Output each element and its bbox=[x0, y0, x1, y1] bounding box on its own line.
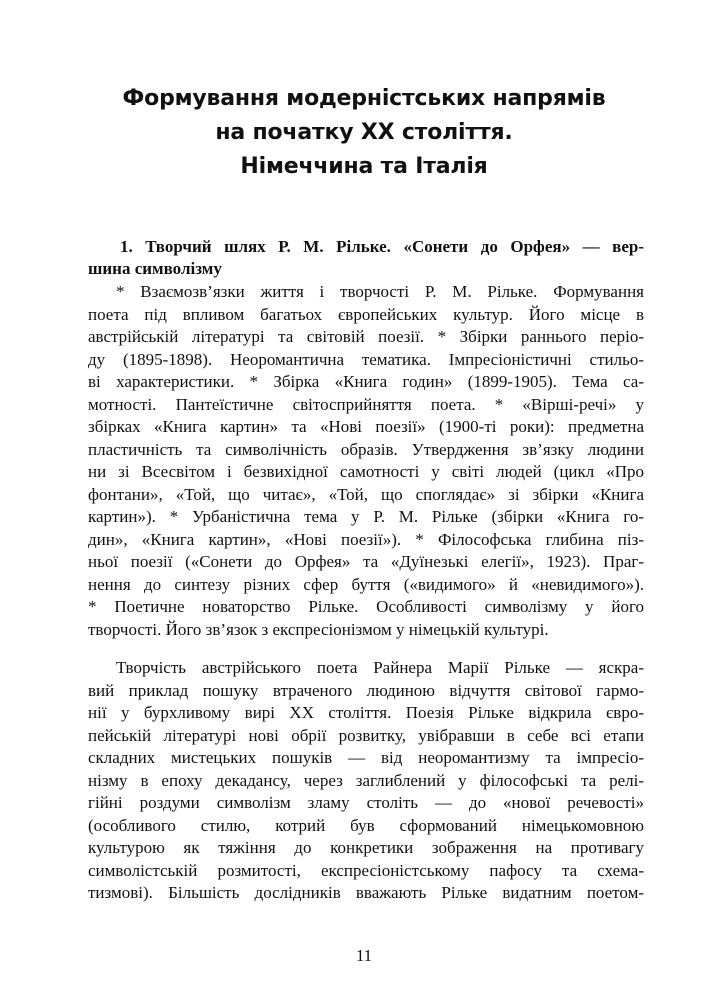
body-line: вий приклад пошуку втраченого людиною відчуття світової гармо- bbox=[88, 680, 644, 700]
body-line: Творчість австрійського поета Райнера Марії Рільке — яскра- bbox=[116, 658, 644, 677]
summary-line: пластичність та символічність образів. Утвердження зв’язку людини bbox=[88, 439, 644, 459]
chapter-title-line: Формування модерністських напрямів bbox=[122, 86, 606, 111]
summary-line: ві характеристики. * Збірка «Книга годин» (1899-1905). Тема са- bbox=[88, 372, 644, 391]
section-heading bbox=[88, 236, 644, 280]
summary-line: нення до синтезу різних сфер буття («видимого» й «невидимого»). bbox=[88, 574, 644, 594]
summary-line: фонтани», «Той, що читає», «Той, що споглядає» зі збірки «Книга bbox=[88, 484, 644, 504]
summary-line: ньої поезії («Сонети до Орфея» та «Дуїнезькі елегії», 1923). Праг- bbox=[88, 552, 644, 571]
chapter-title bbox=[0, 82, 728, 184]
summary-line: збірках «Книга картин» та «Нові поезії» (1900-ті роки): предметна bbox=[88, 417, 644, 436]
section-heading-line: 1. Творчий шлях Р. М. Рільке. «Сонети до Орфея» — вер- bbox=[120, 237, 644, 256]
summary-line: * Поетичне новаторство Рільке. Особливості символізму у його bbox=[88, 597, 644, 616]
summary-line: ни зі Всесвітом і безвихідної самотності у світі людей (цикл «Про bbox=[88, 462, 644, 481]
body-paragraph bbox=[88, 657, 644, 905]
body-line: складних мистецьких пошуків — від неоромантизму та імпресіо- bbox=[88, 748, 644, 767]
body-line: нізму в епоху декадансу, через заглиблений у філософські та релі- bbox=[88, 770, 644, 790]
chapter-title-line: на початку XX століття. bbox=[215, 120, 513, 145]
body-line: (особливого стилю, котрий був сформований німецькомовною bbox=[88, 815, 644, 835]
summary-line: поета під впливом багатьох європейських культур. Його місце в bbox=[88, 304, 644, 324]
body-line: символістській розмитості, експресіоністському пафосу та схема- bbox=[88, 860, 644, 880]
summary-line: картин»). * Урбаністична тема у Р. М. Рільке (збірки «Книга го- bbox=[88, 507, 644, 526]
summary-line: * Взаємозв’язки життя і творчості Р. М. Рільке. Формування bbox=[116, 282, 644, 301]
summary-line: творчості. Його зв’язок з експресіонізмом у німецькій культурі. bbox=[88, 619, 549, 639]
body-line: культурою як тяжіння до конкретики зображення на противагу bbox=[88, 838, 644, 857]
section-heading-line: шина символізму bbox=[88, 259, 222, 278]
summary-line: дин», «Книга картин», «Нові поезії»). * Філософська глибина піз- bbox=[88, 529, 644, 549]
summary-line: мотності. Пантеїстичне світосприйняття поета. * «Вірші-речі» у bbox=[88, 394, 644, 414]
page-number: 11 bbox=[355, 946, 373, 965]
body-line: нії у бурхливому вирі XX століття. Поезія Рільке відкрила євро- bbox=[88, 703, 644, 722]
chapter-title-line: Німеччина та Італія bbox=[240, 154, 488, 179]
section-summary bbox=[88, 281, 644, 641]
summary-line: австрійській літературі та світовій поезії. * Збірки раннього періо- bbox=[88, 327, 644, 346]
body-line: гійні роздуми символізм зламу століть — до «нової речевості» bbox=[88, 793, 644, 812]
summary-line: ду (1895-1898). Неоромантична тематика. Імпресіоністичні стильо- bbox=[88, 349, 644, 369]
body-line: пейській літературі нові обрії розвитку, увібравши в себе всі етапи bbox=[88, 725, 644, 745]
body-line: тизмові). Більшість дослідників вважають Рільке видатним поетом- bbox=[88, 883, 644, 902]
